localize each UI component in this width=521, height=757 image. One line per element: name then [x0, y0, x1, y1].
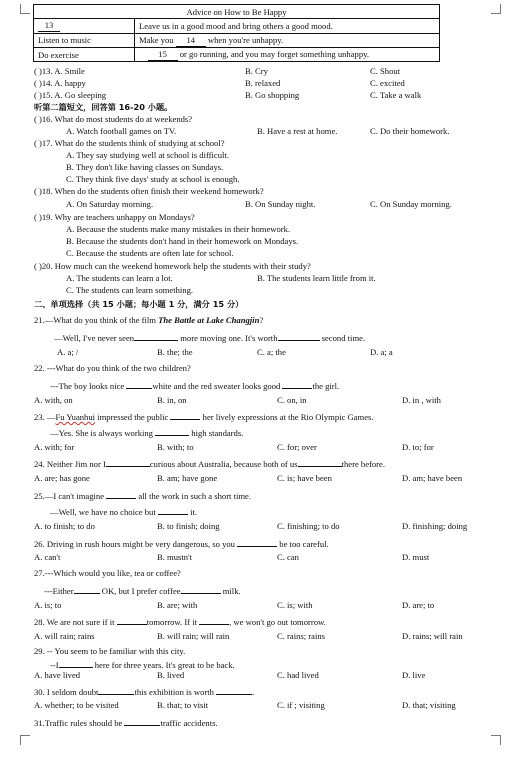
blank-15: 15 — [148, 48, 178, 61]
question-20: ( )20. How much can the weekend homework help the students with their study? — [34, 261, 311, 271]
question-23: 23. —Fu Yuanhui impressed the public her lively expressions at the Rio Olympic Games. — [34, 412, 374, 422]
choice-row-15: ( )15. A. Go sleeping — [34, 90, 107, 100]
choice-row-14: ( )14. A. happy — [34, 78, 86, 88]
crop-mark-top-left — [20, 4, 30, 14]
question-18: ( )18. When do the students often finish their weekend homework? — [34, 186, 264, 196]
table-cell: Leave us in a good mood and bring others a good mood. — [135, 19, 440, 33]
answer-blank — [298, 457, 342, 467]
question-17: ( )17. What do the students think of studying at school? — [34, 138, 225, 148]
crop-mark-bottom-right — [491, 735, 501, 745]
question-30: 30. I seldom doubt this exhibition is worth . — [34, 687, 255, 697]
answer-blank — [106, 457, 150, 467]
question-24: 24. Neither Jim nor I curious about Australia, because both of us there before. — [34, 459, 385, 469]
crop-mark-top-right — [491, 4, 501, 14]
question-19: ( )19. Why are teachers unhappy on Mondays? — [34, 212, 195, 222]
question-31: 31.Traffic rules should be traffic accidents. — [34, 718, 218, 728]
answer-blank — [155, 426, 189, 436]
answer-blank — [237, 537, 277, 547]
answer-blank — [98, 685, 134, 695]
answer-blank — [170, 410, 200, 420]
question-25: 25.—I can't imagine all the work in such a short time. — [34, 491, 252, 501]
table-row: Listen to music Make you 14 when you're unhappy. — [34, 33, 440, 47]
table-cell: Listen to music — [34, 33, 135, 47]
answer-blank — [59, 658, 93, 668]
question-26: 26. Driving in rush hours might be very dangerous, so you be too careful. — [34, 539, 329, 549]
answer-blank — [134, 331, 178, 341]
answer-blank — [74, 584, 100, 594]
question-27: 27.---Which would you like, tea or coffee? — [34, 568, 181, 578]
advice-table — [33, 4, 440, 62]
answer-blank — [181, 584, 221, 594]
question-22: 22. ---What do you think of the two children? — [34, 363, 191, 373]
crop-mark-bottom-left — [20, 735, 30, 745]
answer-blank — [124, 716, 160, 726]
answer-blank — [278, 331, 320, 341]
answer-blank — [106, 489, 136, 499]
answer-blank — [282, 379, 312, 389]
answer-blank — [199, 615, 229, 625]
section-2-heading: 二、单项选择（共 15 小题；每小题 1 分，满分 15 分） — [34, 299, 244, 309]
advice-table-title: Advice on How to Be Happy — [34, 5, 440, 19]
choice-row-13: ( )13. A. Smile — [34, 66, 85, 76]
question-21: 21.—What do you think of the film The Battle at Lake Changjin? — [34, 315, 264, 325]
table-row — [34, 19, 440, 33]
film-title: The Battle at Lake Changjin — [158, 315, 260, 325]
answer-blank — [216, 685, 252, 695]
passage-2-intro: 听第二篇短文，回答第 16-20 小题。 — [34, 102, 173, 112]
table-cell: Do exercise — [34, 47, 135, 61]
answer-blank — [158, 505, 188, 515]
table-row: Do exercise 15 or go running, and you may forget something unhappy. — [34, 47, 440, 61]
question-28: 28. We are not sure if it tomorrow. If it , we won't go out tomorrow. — [34, 617, 326, 627]
blank-13: 13 — [38, 19, 60, 32]
answer-blank — [126, 379, 152, 389]
question-16: ( )16. What do most students do at weekends? — [34, 114, 193, 124]
answer-blank — [117, 615, 147, 625]
blank-14: 14 — [176, 34, 206, 47]
question-29: 29. -- You seem to be familiar with this city. — [34, 646, 186, 656]
